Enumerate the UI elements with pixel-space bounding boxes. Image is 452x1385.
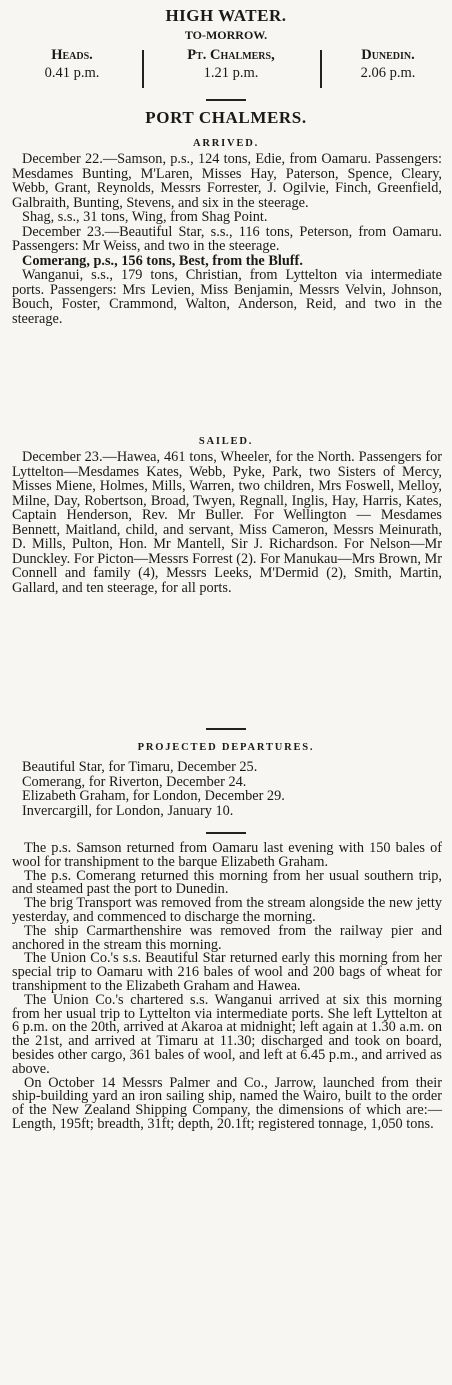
section-rule — [206, 99, 246, 101]
note-paragraph: The Union Co.'s s.s. Beautiful Star returned early this morning from her special trip to Oamaru with 216 bales of wool and 200 bags of wheat for transhipment to the Elizabeth Graham and Hawea. — [12, 950, 442, 994]
sailing-entry: December 23.—Hawea, 461 tons, Wheeler, for the North. Passengers for Lyttelton—Mesdames Kates, Webb, Pyke, Park, two Sisters of Mercy, Misses Miene, Holmes, Mills, Warren, two children, Mrs Foswell, Melloy, Milne, Day, Robertson, Broad, Twyen, Regnall, Inglis, Hay, Harris, Kates, Captain Henderson, Rev. Mr Buller. For Wellington — Mesdames Bennett, Maitland, child, and servant, Miss Cameron, Messrs Meinurath, D. Mills, Pulton, Hon. Mr Mantell, Sir J. Richardson. For Nelson—Mr Dunckley. For Picton—Messrs Forrest (2). For Manukau—Mrs Brown, Mr Connell and family (4), Messrs Leeks, M'Dermid (2), Smith, Martin, Gallard, and ten steerage, for all ports. — [12, 449, 442, 596]
arrival-entry: December 22.—Samson, p.s., 124 tons, Edie, from Oamaru. Passengers: Mesdames Bunting, M'Laren, Misses Hay, Paterson, Spence, Cleary, Webb, Grant, Reynolds, Messrs Forrester, J. Ogilvie, Finch, Greenfield, Galbraith, Bunting, Stevens, and six in the steerage. — [12, 151, 442, 211]
arrival-entry: December 23.—Beautiful Star, s.s., 116 tons, Peterson, from Oamaru. Passengers: Mr Weiss, and two in the steerage. — [12, 223, 442, 254]
tide-port-chalmers — [150, 46, 312, 82]
tide-time: 0.41 p.m. — [44, 65, 100, 81]
tide-place: Pt. Chalmers, — [187, 47, 275, 63]
arrived-heading: ARRIVED. — [192, 138, 260, 149]
section-rule — [206, 728, 246, 730]
projected-heading: PROJECTED DEPARTURES. — [137, 742, 315, 753]
arrival-entry: Wanganui, s.s., 179 tons, Christian, from Lyttelton via intermediate ports. Passengers: Mrs Levien, Miss Benjamin, Messrs Velvin, Johnson, Bouch, Foster, Crammond, Walton, Anderson, Reid, and two in the steerage. — [12, 267, 442, 327]
sailed-heading: SAILED. — [198, 436, 254, 447]
note-paragraph: The ship Carmarthenshire was removed from the railway pier and anchored in the stream this morning. — [12, 922, 442, 953]
tide-table — [10, 46, 442, 94]
note-paragraph: The p.s. Samson returned from Oamaru last evening with 150 bales of wool for transhipment to the barque Elizabeth Graham. — [12, 840, 442, 870]
arrived-list — [12, 152, 442, 326]
projected-list — [22, 760, 442, 818]
high-water-subtitle: TO-MORROW. — [184, 28, 268, 42]
note-paragraph: The Union Co.'s chartered s.s. Wanganui arrived at six this morning from her usual trip to Lyttelton via intermediate ports. She left Lyttelton at 6 p.m. on the 20th, arrived at Akaroa at midnight; left again at 1.30 a.m. on the 21st, and arrived at Timaru at 11.30; discharged and took on board, besides other cargo, 361 bales of wool, and left at 6.45 p.m., and arrived as above. — [12, 991, 442, 1077]
tide-heads — [24, 46, 120, 82]
tide-place: Heads. — [51, 47, 93, 63]
tide-divider — [320, 50, 322, 88]
arrival-entry: Shag, s.s., 31 tons, Wing, from Shag Point. — [22, 209, 268, 225]
tide-divider — [142, 50, 144, 88]
high-water-title: HIGH WATER. — [165, 6, 287, 25]
port-chalmers-title: PORT CHALMERS. — [145, 108, 307, 127]
projected-entry: Beautiful Star, for Timaru, December 25. — [22, 759, 258, 775]
note-paragraph: The p.s. Comerang returned this morning from her usual southern trip, and steamed past the port to Dunedin. — [12, 867, 442, 898]
tide-time: 1.21 p.m. — [203, 65, 259, 81]
sailed-list — [12, 450, 442, 595]
projected-entry: Invercargill, for London, January 10. — [22, 802, 234, 819]
tide-dunedin — [340, 46, 436, 82]
shipping-notes — [12, 842, 442, 1132]
tide-place: Dunedin. — [361, 47, 415, 63]
tide-time: 2.06 p.m. — [360, 65, 416, 81]
note-paragraph: On October 14 Messrs Palmer and Co., Jarrow, launched from their ship-building yard an iron sailing ship, named the Wairo, built to the order of the New Zealand Shipping Company, the dimensions of which are:—Length, 195ft; breadth, 31ft; depth, 20.1ft; registered tonnage, 1,050 tons. — [12, 1074, 442, 1132]
note-paragraph: The brig Transport was removed from the stream alongside the new jetty yesterday, and commenced to discharge the morning. — [12, 895, 442, 925]
projected-entry: Elizabeth Graham, for London, December 29. — [22, 788, 285, 804]
section-rule — [206, 832, 246, 834]
projected-entry: Comerang, for Riverton, December 24. — [22, 773, 247, 790]
arrival-entry: Comerang, p.s., 156 tons, Best, from the Bluff. — [22, 252, 303, 269]
